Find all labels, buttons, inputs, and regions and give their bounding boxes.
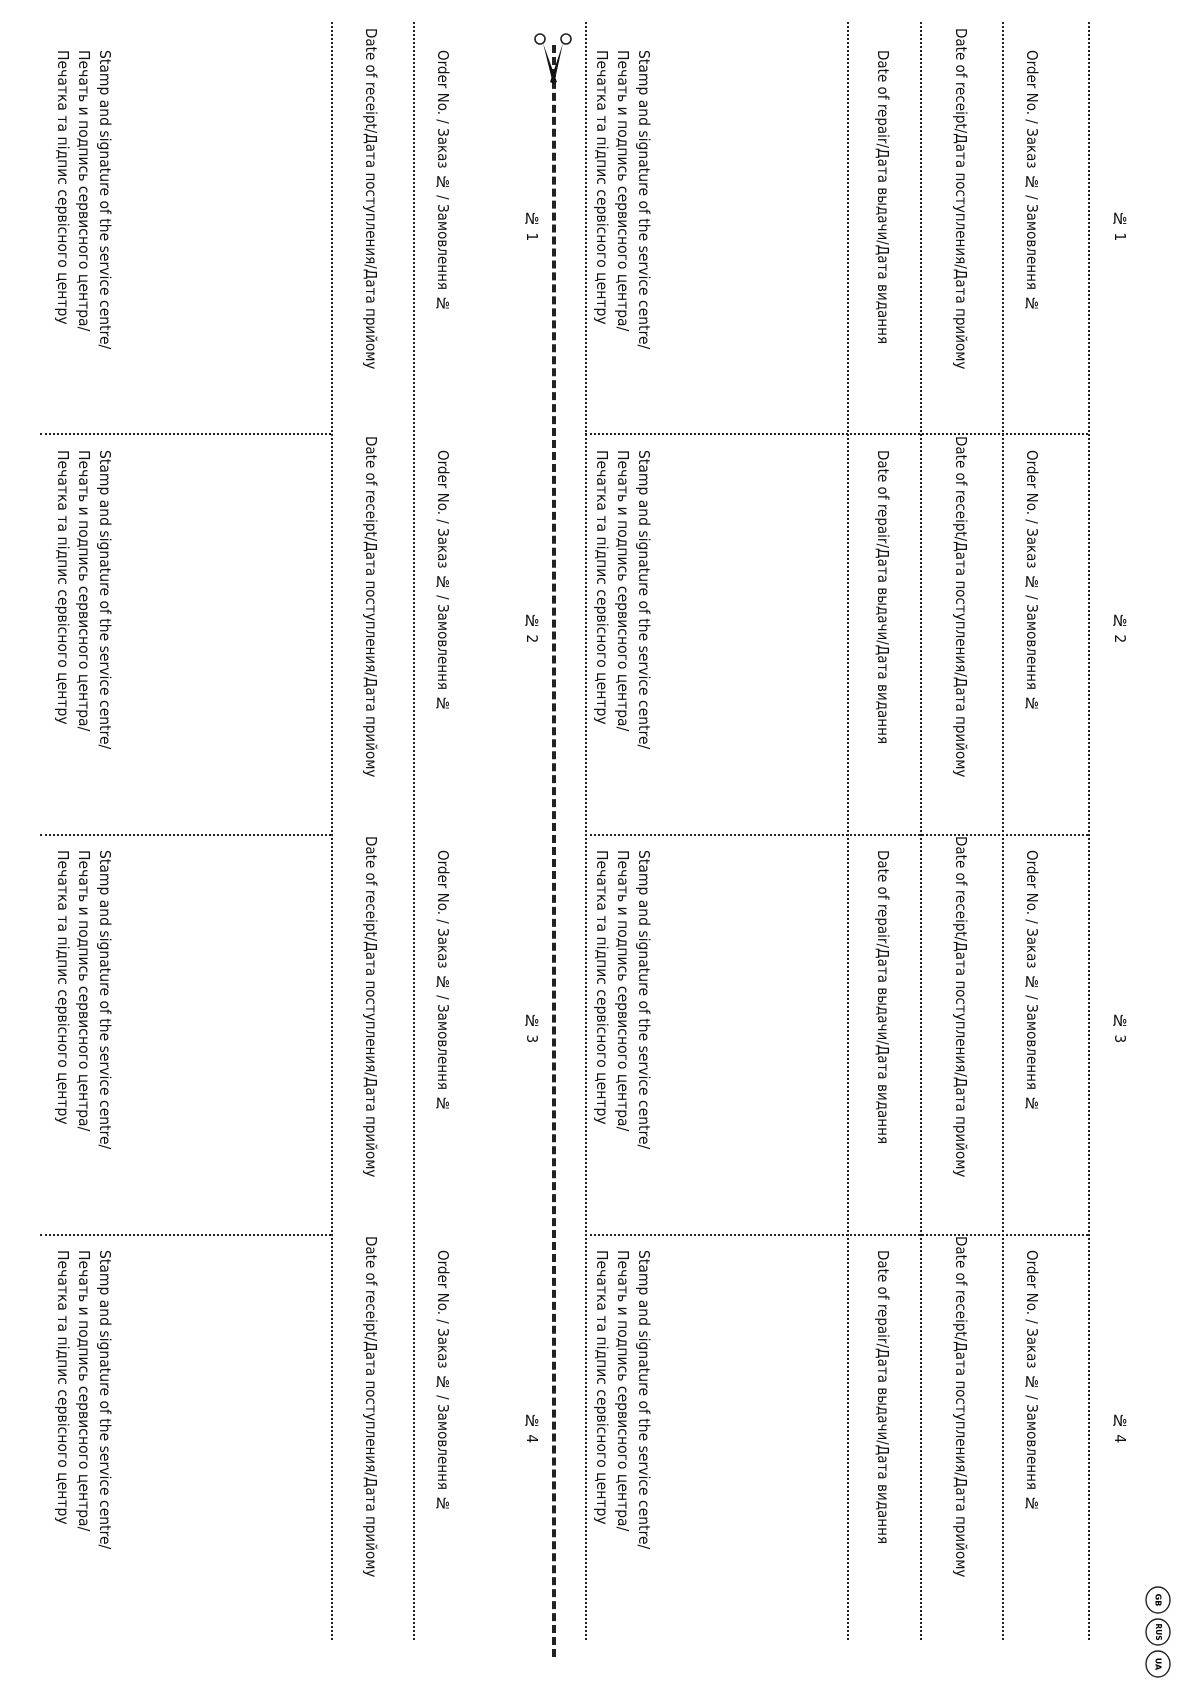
stub-receipt-date-label: Date of receipt/Дата поступления/Дата прийому (362, 28, 380, 370)
svg-text:UA: UA (1153, 1657, 1163, 1671)
row-divider (585, 834, 1088, 836)
column-divider (920, 22, 922, 1640)
cut-line (552, 45, 556, 1657)
stub-stamp-signature-label: Stamp and signature of the service centre/ Печать и подпись сервисного центра/ Печатка та підпис сервісного центру (54, 50, 114, 350)
row-divider (40, 1234, 331, 1236)
stub-stamp-signature-label: Stamp and signature of the service centre/ Печать и подпись сервисного центра/ Печатка та підпис сервісного центру (54, 450, 114, 750)
language-badge-gb (1144, 1586, 1172, 1614)
row-divider (40, 834, 331, 836)
stub-stamp-signature-label: Stamp and signature of the service centre/ Печать и подпись сервисного центра/ Печатка та підпис сервісного центру (54, 1250, 114, 1550)
coupon-number: № 4 (1111, 1412, 1129, 1444)
order-number-label: Order No. / Заказ № / Замовлення № (1023, 50, 1041, 313)
stamp-signature-label: Stamp and signature of the service centre/ Печать и подпись сервисного центра/ Печатка та підпис сервісного центру (593, 1250, 653, 1550)
stamp-signature-label: Stamp and signature of the service centre/ Печать и подпись сервисного центра/ Печатка та підпис сервісного центру (593, 50, 653, 350)
stamp-signature-label: Stamp and signature of the service centre/ Печать и подпись сервисного центра/ Печатка та підпис сервісного центру (593, 450, 653, 750)
stub-order-number-label: Order No. / Заказ № / Замовлення № (434, 850, 452, 1113)
order-number-label: Order No. / Заказ № / Замовлення № (1023, 450, 1041, 713)
column-divider (585, 22, 587, 1640)
receipt-date-label: Date of receipt/Дата поступления/Дата прийому (952, 436, 970, 778)
repair-date-label: Date of repair/Дата выдачи/Дата видання (874, 1250, 892, 1545)
column-divider (413, 22, 415, 1640)
language-badge-ua (1144, 1650, 1172, 1678)
repair-date-label: Date of repair/Дата выдачи/Дата видання (874, 50, 892, 345)
stub-receipt-date-label: Date of receipt/Дата поступления/Дата прийому (362, 836, 380, 1178)
stub-order-number-label: Order No. / Заказ № / Замовлення № (434, 450, 452, 713)
column-divider (1088, 22, 1090, 1640)
svg-text:GB: GB (1153, 1593, 1163, 1607)
language-badge-rus (1144, 1618, 1172, 1646)
stub-number: № 3 (523, 1012, 541, 1044)
column-divider (1002, 22, 1004, 1640)
stub-number: № 2 (523, 612, 541, 644)
receipt-date-label: Date of receipt/Дата поступления/Дата прийому (952, 1236, 970, 1578)
stub-receipt-date-label: Date of receipt/Дата поступления/Дата прийому (362, 436, 380, 778)
stub-number: № 4 (523, 1412, 541, 1444)
row-divider (585, 1234, 1088, 1236)
order-number-label: Order No. / Заказ № / Замовлення № (1023, 1250, 1041, 1513)
row-divider (40, 433, 331, 435)
repair-date-label: Date of repair/Дата выдачи/Дата видання (874, 850, 892, 1145)
stub-receipt-date-label: Date of receipt/Дата поступления/Дата прийому (362, 1236, 380, 1578)
stub-number: № 1 (523, 210, 541, 242)
receipt-date-label: Date of receipt/Дата поступления/Дата прийому (952, 28, 970, 370)
stub-order-number-label: Order No. / Заказ № / Замовлення № (434, 1250, 452, 1513)
coupon-number: № 3 (1111, 1012, 1129, 1044)
scissors-icon (531, 30, 575, 90)
column-divider (847, 22, 849, 1640)
coupon-number: № 1 (1111, 210, 1129, 242)
svg-text:RUS: RUS (1154, 1623, 1163, 1641)
stub-order-number-label: Order No. / Заказ № / Замовлення № (434, 50, 452, 313)
repair-date-label: Date of repair/Дата выдачи/Дата видання (874, 450, 892, 745)
coupon-number: № 2 (1111, 612, 1129, 644)
order-number-label: Order No. / Заказ № / Замовлення № (1023, 850, 1041, 1113)
column-divider (331, 22, 333, 1640)
stub-stamp-signature-label: Stamp and signature of the service centre/ Печать и подпись сервисного центра/ Печатка та підпис сервісного центру (54, 850, 114, 1150)
receipt-date-label: Date of receipt/Дата поступления/Дата прийому (952, 836, 970, 1178)
row-divider (585, 433, 1088, 435)
stamp-signature-label: Stamp and signature of the service centre/ Печать и подпись сервисного центра/ Печатка та підпис сервісного центру (593, 850, 653, 1150)
